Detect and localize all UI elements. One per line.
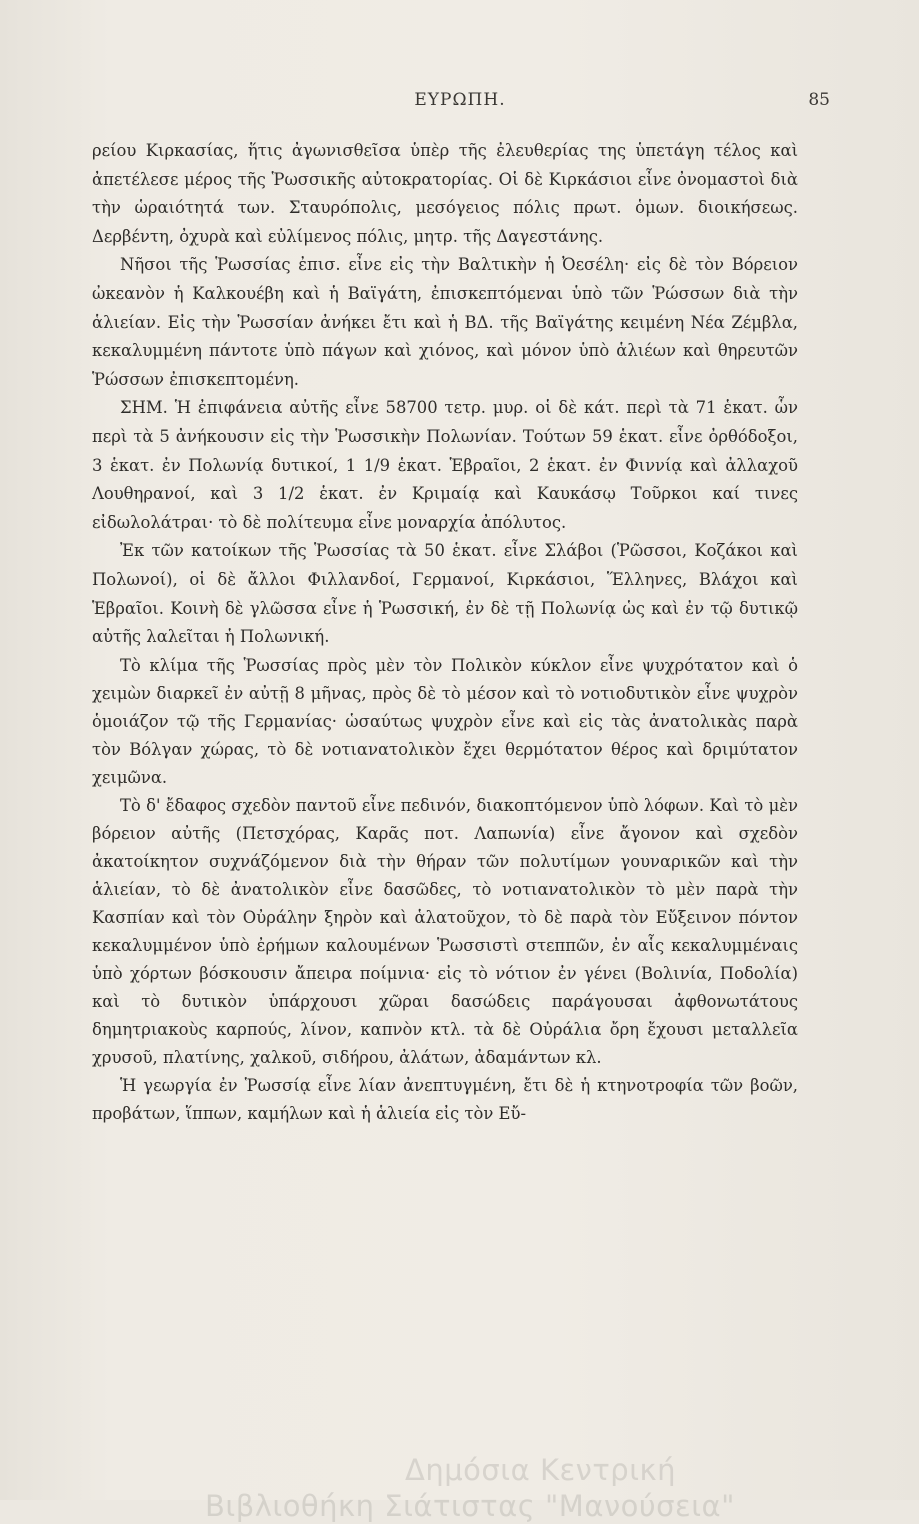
watermark-line-1: Δημόσια Κεντρική [405,1453,676,1487]
running-head: ΕΥΡΩΠΗ. [414,90,506,110]
page-header [90,90,830,120]
watermark-line-2: Βιβλιοθήκη Σιάτιστας "Μανούσεια" [205,1489,735,1523]
paragraph-islands: Νῆσοι τῆς Ῥωσσίας ἐπισ. εἶνε εἰς τὴν Βαλτικὴν ἡ Ὀεσέλη· εἰς δὲ τὸν Βόρειον ὠκεανὸν ἡ Καλκουέβη καὶ ἡ Βαϊγάτη, ἐπισκεπτόμεναι ὑπὸ τῶν Ῥώσσων διὰ τὴν ἁλιείαν. Εἰς τὴν Ῥωσσίαν ἀνήκει ἔτι καὶ ἡ ΒΔ. τῆς Βαϊγάτης κειμένη Νέα Ζέμβλα, κεκαλυμμένη πάντοτε ὑπὸ πάγων καὶ χιόνος, καὶ μόνον ὑπὸ ἁλιέων καὶ θηρευτῶν Ῥώσσων ἐπισκεπτομένη. [92,255,798,389]
paragraph-terrain: Τὸ δ' ἔδαφος σχεδὸν παντοῦ εἶνε πεδινόν, διακοπτόμενον ὑπὸ λόφων. Καὶ τὸ μὲν βόρειον αὐτῆς (Πετσχόρας, Καρᾶς ποτ. Λαπωνία) εἶνε ἄγονον καὶ σχεδὸν ἀκατοίκητον συχνάζόμενον διὰ τὴν θήραν τῶν πολυτίμων γουναρικῶν καὶ τὴν ἁλιείαν, τὸ δὲ ἀνατολικὸν εἶνε δασῶδες, τὸ νοτιανατολικὸν τὸ μὲν παρὰ τὴν Κασπίαν καὶ τὸν Οὐράλην ξηρὸν καὶ ἁλατοῦχον, τὸ δὲ παρὰ τὸν Εὔξεινον πόντον κεκαλυμμένον ὑπὸ ἐρήμων καλουμένων Ῥωσσιστὶ στεππῶν, ἐν αἷς κεκαλυμμέναις ὑπὸ χόρτων βόσκουσιν ἄπειρα ποίμνια· εἰς τὸ νότιον ἐν γένει (Βολινία, Ποδολία) καὶ τὸ δυτικὸν ὑπάρχουσι χῶραι δασώδεις παράγουσαι ἀφθονωτάτους δημητριακοὺς καρπούς, λίνον, καπνὸν κτλ. τὰ δὲ Οὐράλια ὄρη ἔχουσι μεταλλεῖα χρυσοῦ, πλατίνης, χαλκοῦ, σιδήρου, ἀλάτων, ἀδαμάντων κλ. [92,795,798,1067]
paragraph-kirkasia: ρείου Κιρκασίας, ἥτις ἀγωνισθεῖσα ὑπὲρ τῆς ἐλευθερίας της ὑπετάγη τέλος καὶ ἀπετέλεσε μέρος τῆς Ῥωσσικῆς αὐτοκρατορίας. Οἱ δὲ Κιρκάσιοι εἶνε ὀνομαστοὶ διὰ τὴν ὡραιότητά των. Σταυρόπολις, μεσόγειος πόλις πρωτ. ὁμων. διοικήσεως. Δερβέντη, ὀχυρὰ καὶ εὐλίμενος πόλις, μητρ. τῆς Δαγεστάνης. [92,141,798,246]
page-number: 85 [808,90,830,110]
paragraph-agriculture: Ἡ γεωργία ἐν Ῥωσσίᾳ εἶνε λίαν ἀνεπτυγμένη, ἔτι δὲ ἡ κτηνοτροφία τῶν βοῶν, προβάτων, ἵππων, καμήλων καὶ ἡ ἁλιεία εἰς τὸν Εὔ- [92,1075,798,1123]
library-watermark [205,1452,905,1524]
body-text [92,137,798,1128]
paragraph-note-population: ΣΗΜ. Ἡ ἐπιφάνεια αὐτῆς εἶνε 58700 τετρ. μυρ. οἱ δὲ κάτ. περὶ τὰ 71 ἑκατ. ὧν περὶ τὰ 5 ἀνήκουσιν εἰς τὴν Ῥωσσικὴν Πολωνίαν. Τούτων 59 ἑκατ. εἶνε ὀρθόδοξοι, 3 ἑκατ. ἐν Πολωνίᾳ δυτικοί, 1 1/9 ἑκατ. Ἑβραῖοι, 2 ἑκατ. ἐν Φιννίᾳ καὶ ἀλλαχοῦ Λουθηρανοί, καὶ 3 1/2 ἑκατ. ἐν Κριμαίᾳ καὶ Καυκάσῳ Τοῦρκοι καί τινες εἰδωλολάτραι· τὸ δὲ πολίτευμα εἶνε μοναρχία ἀπόλυτος. [92,398,798,532]
paragraph-climate: Τὸ κλίμα τῆς Ῥωσσίας πρὸς μὲν τὸν Πολικὸν κύκλον εἶνε ψυχρότατον καὶ ὁ χειμὼν διαρκεῖ ἐν αὐτῇ 8 μῆνας, πρὸς δὲ τὸ μέσον καὶ τὸ νοτιοδυτικὸν εἶνε ψυχρὸν ὁμοιάζον τῷ τῆς Γερμανίας· ὡσαύτως ψυχρὸν εἶνε καὶ εἰς τὰς ἀνατολικὰς παρὰ τὸν Βόλγαν χώρας, τὸ δὲ νοτιανατολικὸν ἔχει θερμότατον θέρος καὶ δριμύτατον χειμῶνα. [92,655,798,787]
paragraph-inhabitants: Ἐκ τῶν κατοίκων τῆς Ῥωσσίας τὰ 50 ἑκατ. εἶνε Σλάβοι (Ῥῶσσοι, Κοζάκοι καὶ Πολωνοί), οἱ δὲ ἄλλοι Φιλλανδοί, Γερμανοί, Κιρκάσιοι, Ἕλληνες, Βλάχοι καὶ Ἑβραῖοι. Κοινὴ δὲ γλῶσσα εἶνε ἡ Ῥωσσική, ἐν δὲ τῇ Πολωνίᾳ ὡς καὶ ἐν τῷ δυτικῷ αὐτῆς λαλεῖται ἡ Πολωνική. [92,541,798,647]
